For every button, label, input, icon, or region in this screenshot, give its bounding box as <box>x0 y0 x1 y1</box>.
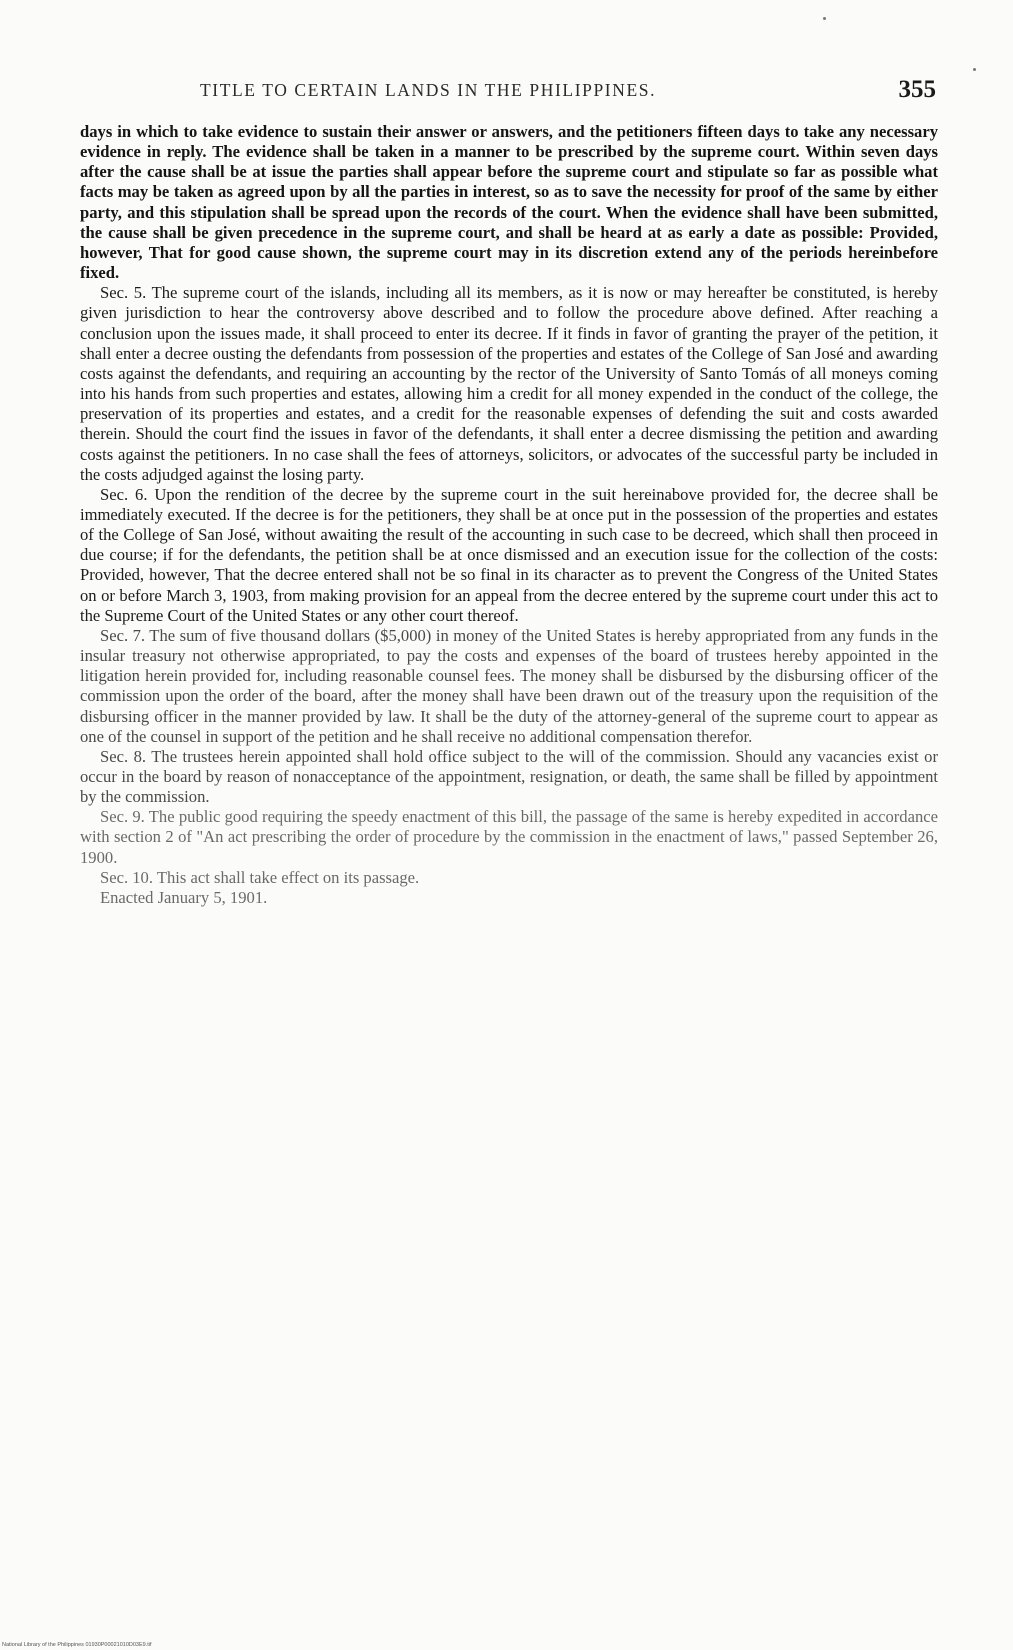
paragraph-sec-10: Sec. 10. This act shall take effect on its passage. <box>100 867 420 887</box>
enactment-date: Enacted January 5, 1901. <box>100 887 268 907</box>
paragraph-sec-5: Sec. 5. The supreme court of the islands, including all its members, as it is now or may hereafter be constituted, is hereby given jurisdiction to hear the controversy above described and to follow the procedure above defined. After reaching a conclusion upon the issues made, it shall proceed to enter its decree. If it finds in favor of granting the prayer of the petition, it shall enter a decree ousting the defendants from possession of the properties and estates of the College of San José and awarding costs against the defendants, and requiring an accounting by the rector of the University of Santo Tomás of all moneys coming into his hands from such properties and estates, allowing him a credit for all money expended in the conduct of the college, the preservation of its properties and estates, and a credit for the reasonable expenses of defending the suit and costs awarded therein. Should the court find the issues in favor of the defendants, it shall enter a decree dismissing the petition and awarding costs against the petitioners. In no case shall the fees of attorneys, solicitors, or advocates of the successful party be included in the costs adjudged against the losing party. <box>80 283 938 484</box>
scan-speck <box>973 68 976 71</box>
paragraph-sec-6: Sec. 6. Upon the rendition of the decree by the supreme court in the suit hereinabove provided for, the decree shall be immediately executed. If the decree is for the petitioners, they shall be at once put in the possession of the properties and estates of the College of San José, without awaiting the result of the accounting in such case to be decreed, which shall then proceed in due course; if for the defendants, the petition shall be at once dismissed and an execution issue for the collection of the costs: Provided, however, That the decree entered shall not be so final in its character as to prevent the Congress of the United States on or before March 3, 1903, from making provision for an appeal from the decree entered by the supreme court under this act to the Supreme Court of the United States or any other court thereof. <box>80 484 938 625</box>
paragraph-sec-7: Sec. 7. The sum of five thousand dollars ($5,000) in money of the United States is hereby appropriated from any funds in the insular treasury not otherwise appropriated, to pay the costs and expenses of the board of trustees hereby appointed in the litigation herein provided for, including reasonable counsel fees. The money shall be disbursed by the disbursing officer of the commission upon the order of the board, after the money shall have been drawn out of the treasury upon the requisition of the disbursing officer in the manner provided by law. It shall be the duty of the attorney-general of the supreme court to appear as one of the counsel in support of the petition and he shall receive no additional compensation therefor. <box>80 625 938 746</box>
paragraph-continuation: days in which to take evidence to sustain their answer or answers, and the petitioners fifteen days to take any necessary evidence in reply. The evidence shall be taken in a manner to be prescribed by the supreme court. Within seven days after the cause shall be at issue the parties shall appear before the supreme court and stipulate so far as possible what facts may be taken as agreed upon by all the parties in interest, so as to save the necessity for proof of the same by either party, and this stipulation shall be spread upon the records of the court. When the evidence shall have been submitted, the cause shall be given precedence in the supreme court, and shall be heard at as early a date as possible: Provided, however, That for good cause shown, the supreme court may in its discretion extend any of the periods hereinbefore fixed. <box>80 122 938 283</box>
scan-speck <box>823 17 826 20</box>
page-number: 355 <box>898 76 936 103</box>
paragraph-sec-9: Sec. 9. The public good requiring the speedy enactment of this bill, the passage of the same is hereby expedited in accordance with section 2 of "An act prescribing the order of procedure by the commission in the enactment of laws," passed September 26, 1900. <box>80 807 938 867</box>
page-header <box>76 76 942 110</box>
paragraph-sec-8: Sec. 8. The trustees herein appointed shall hold office subject to the will of the commission. Should any vacancies exist or occur in the board by reason of nonacceptance of the appointment, resignation, or death, the same shall be filled by appointment by the commission. <box>80 746 938 807</box>
running-title: TITLE TO CERTAIN LANDS IN THE PHILIPPINES. <box>200 80 657 100</box>
body-text <box>80 122 938 908</box>
scan-credit: National Library of the Philippines 01930P00021010D03E9.tif <box>2 1642 152 1648</box>
